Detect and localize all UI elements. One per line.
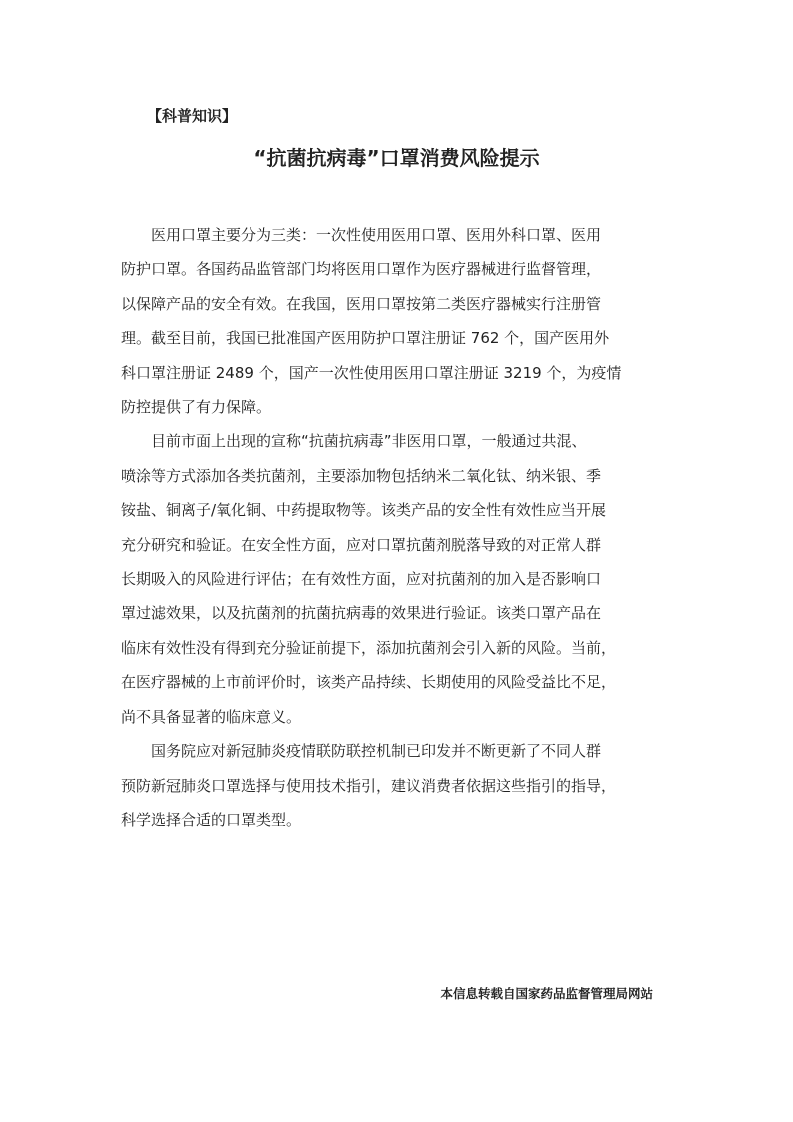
paragraph-line: 防控提供了有力保障。 bbox=[121, 398, 272, 417]
paragraph-line: 临床有效性没有得到充分验证前提下，添加抗菌剂会引入新的风险。当前， bbox=[121, 638, 617, 657]
paragraph-line: 尚不具备显著的临床意义。 bbox=[121, 707, 302, 726]
paragraph-line: 科口罩注册证 2489 个，国产一次性使用医用口罩注册证 3219 个，为疫情 bbox=[121, 363, 622, 382]
paragraph-1 bbox=[121, 218, 673, 424]
paragraph-line: 国务院应对新冠肺炎疫情联防联控机制已印发并不断更新了不同人群 bbox=[151, 742, 602, 761]
paragraph-line: 医用口罩主要分为三类：一次性使用医用口罩、医用外科口罩、医用 bbox=[151, 226, 602, 244]
page-title: “抗菌抗病毒”口罩消费风险提示 bbox=[253, 146, 540, 170]
paragraph-line: 防护口罩。各国药品监管部门均将医用口罩作为医疗器械进行监督管理， bbox=[121, 260, 602, 279]
paragraph-line: 以保障产品的安全有效。在我国，医用口罩按第二类医疗器械实行注册管 bbox=[121, 294, 602, 313]
paragraph-2 bbox=[121, 424, 673, 734]
paragraph-line: 科学选择合适的口罩类型。 bbox=[121, 810, 302, 829]
paragraph-line: 预防新冠肺炎口罩选择与使用技术指引，建议消费者依据这些指引的指导， bbox=[121, 776, 617, 795]
category-label: 【科普知识】 bbox=[147, 107, 238, 125]
paragraph-line: 理。截至目前，我国已批准国产医用防护口罩注册证 762 个，国产医用外 bbox=[121, 329, 610, 348]
source-note: 本信息转载自国家药品监督管理局网站 bbox=[440, 986, 653, 1001]
article-body bbox=[121, 218, 673, 837]
paragraph-3 bbox=[121, 734, 673, 837]
paragraph-line: 长期吸入的风险进行评估；在有效性方面，应对抗菌剂的加入是否影响口 bbox=[121, 570, 602, 589]
paragraph-line: 喷涂等方式添加各类抗菌剂，主要添加物包括纳米二氧化钛、纳米银、季 bbox=[121, 466, 602, 485]
paragraph-line: 铵盐、铜离子/氧化铜、中药提取物等。该类产品的安全性有效性应当开展 bbox=[121, 501, 607, 520]
paragraph-line: 在医疗器械的上市前评价时，该类产品持续、长期使用的风险受益比不足， bbox=[121, 673, 617, 692]
paragraph-line: 充分研究和验证。在安全性方面，应对口罩抗菌剂脱落导致的对正常人群 bbox=[121, 535, 602, 554]
paragraph-line: 罩过滤效果，以及抗菌剂的抗菌抗病毒的效果进行验证。该类口罩产品在 bbox=[121, 604, 602, 623]
paragraph-line: 目前市面上出现的宣称“抗菌抗病毒”非医用口罩，一般通过共混、 bbox=[151, 432, 587, 451]
